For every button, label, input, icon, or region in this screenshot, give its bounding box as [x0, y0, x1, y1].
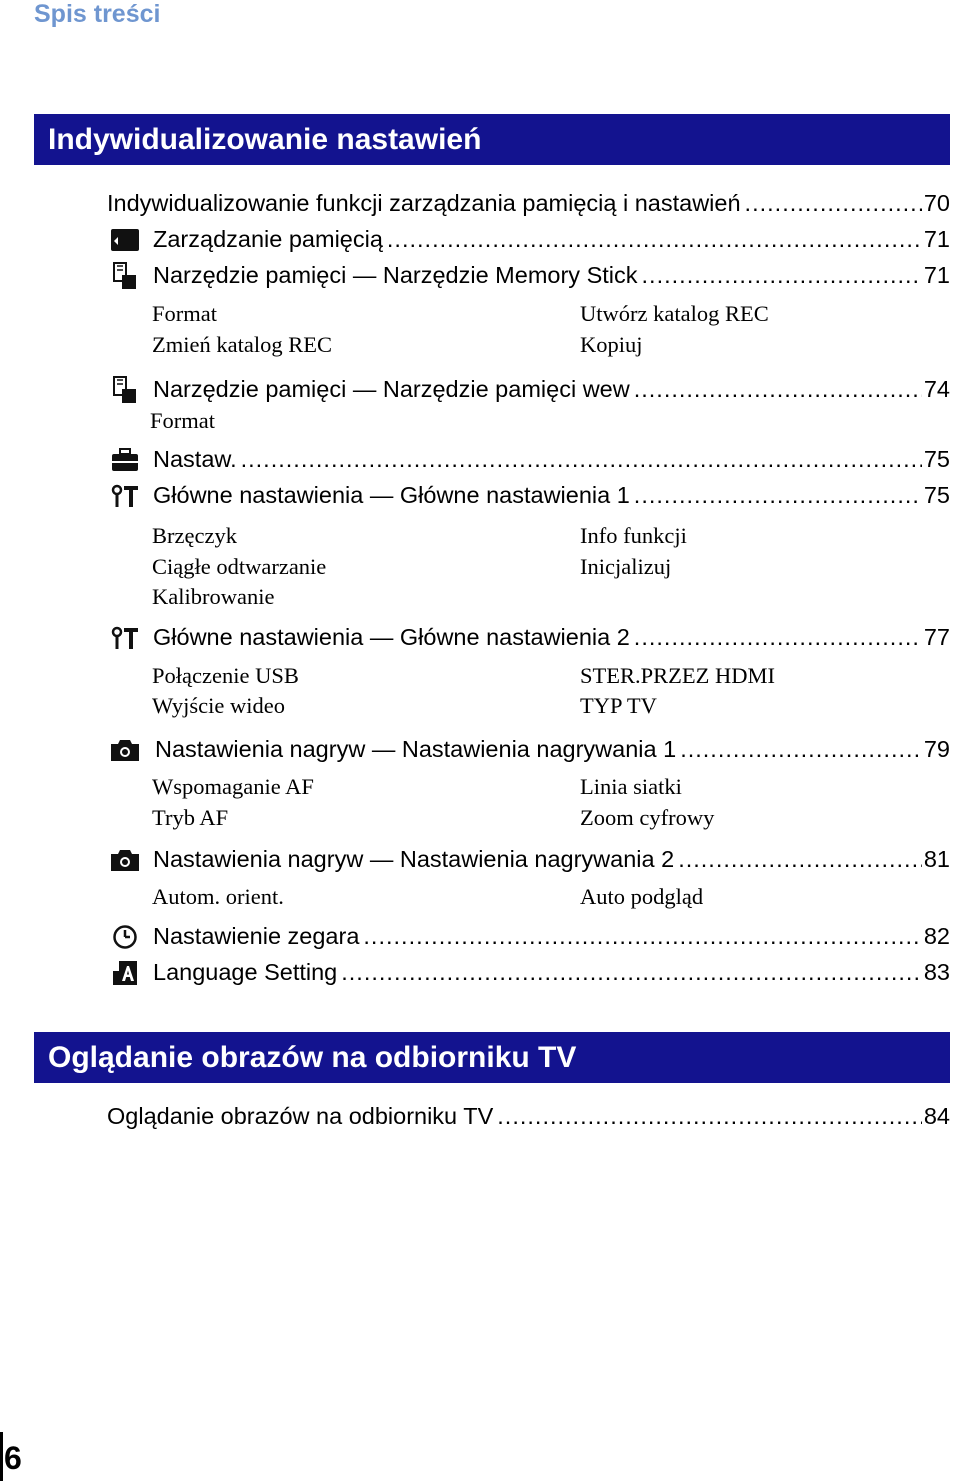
toc-page-number: 81 — [923, 846, 950, 872]
toc-entry-label: Nastawienia nagryw — Nastawienia nagrywania 1 — [155, 736, 677, 762]
toc-leader-dots — [497, 1099, 922, 1133]
toc-leader-dots — [387, 222, 922, 256]
memory-card-icon — [110, 225, 140, 255]
sub-item-beep[interactable]: Brzęczyk — [152, 523, 237, 548]
toc-leader-dots — [634, 478, 922, 512]
toc-entry-internal-memory-tool[interactable] — [153, 372, 950, 406]
sub-item-initialize[interactable]: Inicjalizuj — [580, 554, 672, 579]
sub-item-format[interactable]: Format — [152, 301, 217, 326]
sub-item-grid-line[interactable]: Linia siatki — [580, 774, 682, 799]
wrench-icon — [110, 623, 140, 653]
toc-leader-dots — [363, 919, 921, 953]
toc-entry-shooting-settings-1[interactable] — [155, 732, 950, 766]
language-icon — [110, 958, 140, 988]
toc-entry-main-settings-2[interactable] — [153, 620, 950, 654]
toc-entry-shooting-settings-2[interactable] — [153, 842, 950, 876]
toc-leader-dots — [678, 842, 922, 876]
toc-entry-main-settings-1[interactable] — [153, 478, 950, 512]
toc-entry-label: Zarządzanie pamięcią — [153, 226, 383, 252]
camera-icon — [110, 845, 140, 875]
page-edge-marker — [0, 1432, 3, 1481]
sub-item-auto-review[interactable]: Auto podgląd — [580, 884, 704, 909]
toc-page-number: 70 — [923, 190, 950, 216]
toc-page-number: 74 — [923, 376, 950, 402]
memory-tool-icon — [110, 375, 140, 405]
toc-page-number: 84 — [923, 1103, 950, 1129]
section-heading-customizing: Indywidualizowanie nastawień — [34, 114, 950, 165]
sub-item-calibration[interactable]: Kalibrowanie — [152, 584, 275, 609]
toc-leader-dots — [634, 372, 922, 406]
toc-entry-label: Główne nastawienia — Główne nastawienia 1 — [153, 482, 630, 508]
toc-leader-dots — [241, 442, 922, 476]
sub-item-tv-type[interactable]: TYP TV — [580, 693, 657, 718]
toc-leader-dots — [745, 186, 922, 220]
toc-entry-label: Indywidualizowanie funkcji zarządzania pamięcią i nastawień — [107, 190, 741, 216]
sub-item-af-mode[interactable]: Tryb AF — [152, 805, 229, 830]
sub-item-digital-zoom[interactable]: Zoom cyfrowy — [580, 805, 715, 830]
toc-entry-settings[interactable] — [153, 442, 950, 476]
sub-item-auto-orientation[interactable]: Autom. orient. — [152, 884, 284, 909]
toc-entry-label: Nastawienia nagryw — Nastawienia nagrywania 2 — [153, 846, 675, 872]
clock-icon — [110, 922, 140, 952]
toolbox-icon — [110, 445, 140, 475]
memory-tool-icon — [110, 261, 140, 291]
wrench-icon — [110, 481, 140, 511]
toc-entry-memory-management[interactable] — [153, 222, 950, 256]
sub-item-ctrl-for-hdmi[interactable]: STER.PRZEZ HDMI — [580, 663, 776, 688]
toc-page-number: 75 — [923, 482, 950, 508]
toc-entry-label: Narzędzie pamięci — Narzędzie Memory Stick — [153, 262, 638, 288]
toc-leader-dots — [642, 258, 922, 292]
toc-page-number: 82 — [923, 923, 950, 949]
toc-entry-label: Language Setting — [153, 959, 338, 985]
sub-item-copy[interactable]: Kopiuj — [580, 332, 643, 357]
sub-item-change-rec-folder[interactable]: Zmień katalog REC — [152, 332, 332, 357]
toc-entry-viewing-images-on-tv[interactable] — [107, 1099, 950, 1133]
toc-entry-label: Główne nastawienia — Główne nastawienia 2 — [153, 624, 630, 650]
toc-page-number: 79 — [923, 736, 950, 762]
toc-leader-dots — [341, 955, 922, 989]
toc-entry-label: Oglądanie obrazów na odbiorniku TV — [107, 1103, 494, 1129]
sub-item-af-illuminator[interactable]: Wspomaganie AF — [152, 774, 314, 799]
toc-page-number: 75 — [923, 446, 950, 472]
sub-item-usb-connect[interactable]: Połączenie USB — [152, 663, 299, 688]
sub-item-format[interactable]: Format — [150, 408, 215, 433]
toc-entry-label: Nastaw. — [153, 446, 237, 472]
camera-icon — [110, 735, 140, 765]
toc-page-number: 71 — [923, 262, 950, 288]
toc-page-number: 77 — [923, 624, 950, 650]
toc-entry-customizing-functions[interactable] — [107, 186, 950, 220]
toc-leader-dots — [680, 732, 922, 766]
toc-entry-label: Narzędzie pamięci — Narzędzie pamięci wew — [153, 376, 630, 402]
page-number: 6 — [4, 1440, 22, 1476]
toc-entry-language-setting[interactable] — [153, 955, 950, 989]
sub-item-continuous-playback[interactable]: Ciągłe odtwarzanie — [152, 554, 327, 579]
sub-item-create-rec-folder[interactable]: Utwórz katalog REC — [580, 301, 769, 326]
toc-entry-memory-stick-tool[interactable] — [153, 258, 950, 292]
sub-item-function-guide[interactable]: Info funkcji — [580, 523, 687, 548]
toc-entry-clock-settings[interactable] — [153, 919, 950, 953]
toc-page-number: 83 — [923, 959, 950, 985]
section-heading-viewing-on-tv: Oglądanie obrazów na odbiorniku TV — [34, 1032, 950, 1083]
toc-leader-dots — [634, 620, 922, 654]
toc-page-number: 71 — [923, 226, 950, 252]
sub-item-video-out[interactable]: Wyjście wideo — [152, 693, 285, 718]
toc-entry-label: Nastawienie zegara — [153, 923, 360, 949]
breadcrumb-table-of-contents[interactable]: Spis treści — [34, 0, 161, 28]
